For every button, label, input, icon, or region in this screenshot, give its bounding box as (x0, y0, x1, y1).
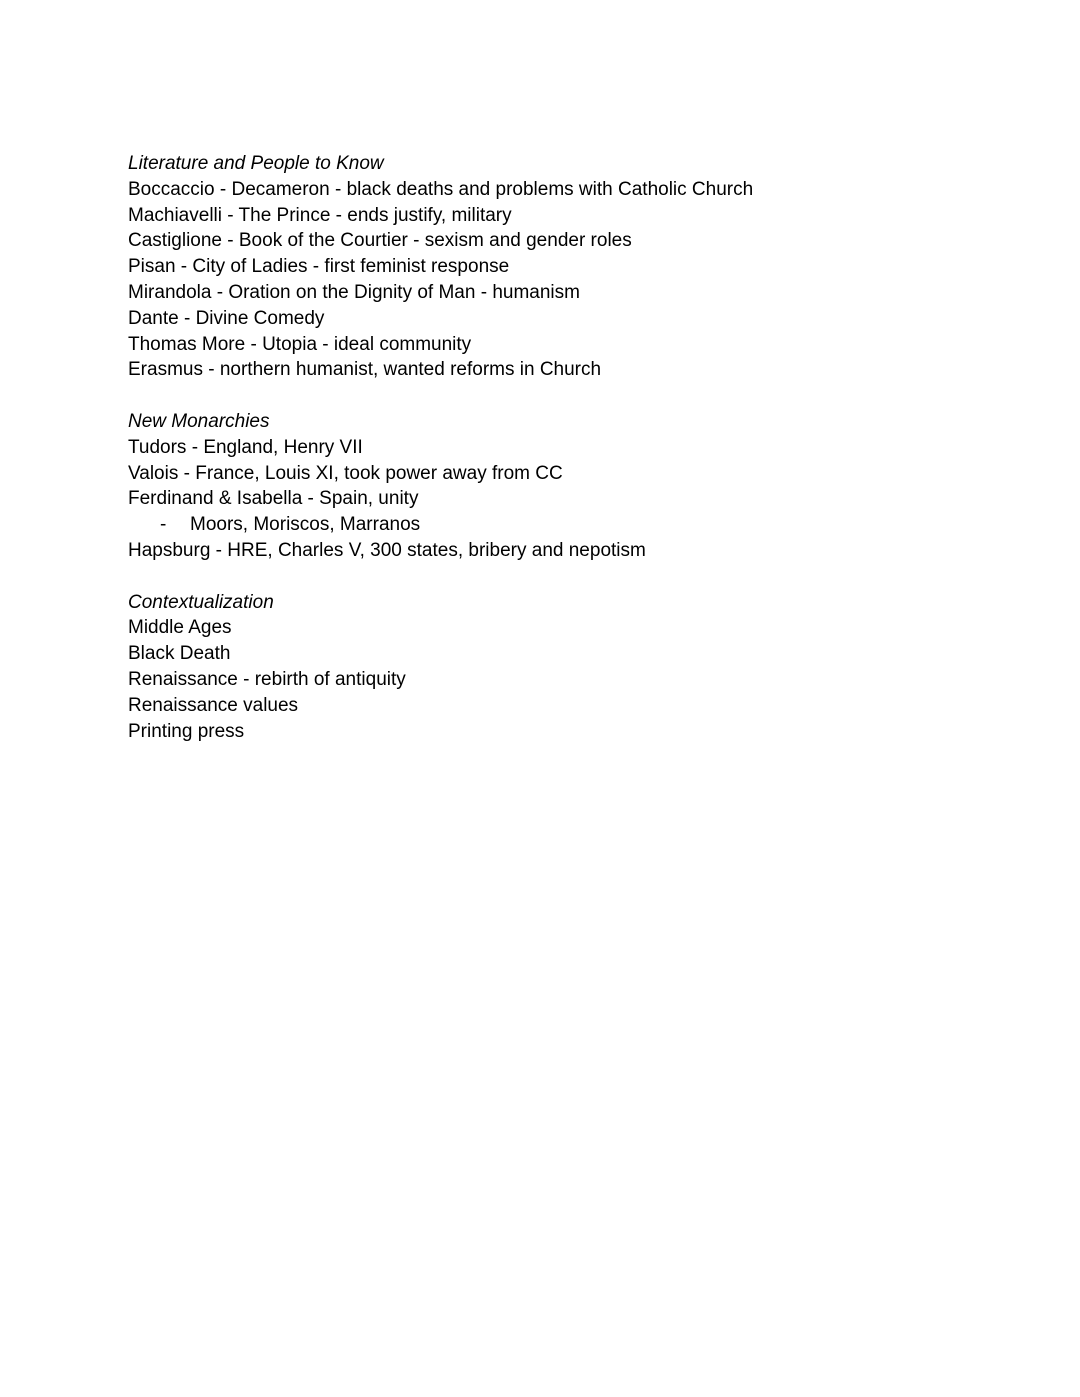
text-line: Thomas More - Utopia - ideal community (128, 333, 472, 355)
document-content (128, 151, 953, 744)
text-line: Middle Ages (128, 617, 232, 639)
text-line: Renaissance values (128, 694, 299, 716)
text-line: Pisan - City of Ladies - first feminist response (128, 256, 510, 278)
text-line: Boccaccio - Decameron - black deaths and problems with Catholic Church (128, 178, 754, 200)
section-heading: New Monarchies (128, 410, 270, 432)
text-line: Castiglione - Book of the Courtier - sexism and gender roles (128, 230, 632, 252)
text-line: Erasmus - northern humanist, wanted reforms in Church (128, 359, 602, 381)
section-literature (128, 151, 953, 383)
text-line: Hapsburg - HRE, Charles V, 300 states, bribery and nepotism (128, 539, 646, 561)
text-line: Renaissance - rebirth of antiquity (128, 668, 406, 690)
text-line: Dante - Divine Comedy (128, 307, 325, 329)
bullet-list-item (128, 512, 953, 538)
text-line: Ferdinand & Isabella - Spain, unity (128, 488, 419, 510)
section-contextualization (128, 590, 953, 745)
text-line: Tudors - England, Henry VII (128, 436, 363, 458)
section-heading: Literature and People to Know (128, 153, 384, 174)
section-new-monarchies (128, 409, 953, 564)
text-line: Printing press (128, 720, 245, 742)
text-line: Moors, Moriscos, Marranos (190, 514, 421, 536)
text-line: Machiavelli - The Prince - ends justify, military (128, 204, 512, 226)
text-line: Black Death (128, 643, 231, 665)
bullet-dash: - (160, 514, 167, 536)
text-line: Mirandola - Oration on the Dignity of Man - humanism (128, 281, 580, 303)
section-heading: Contextualization (128, 591, 274, 613)
text-line: Valois - France, Louis XI, took power away from CC (128, 462, 563, 484)
